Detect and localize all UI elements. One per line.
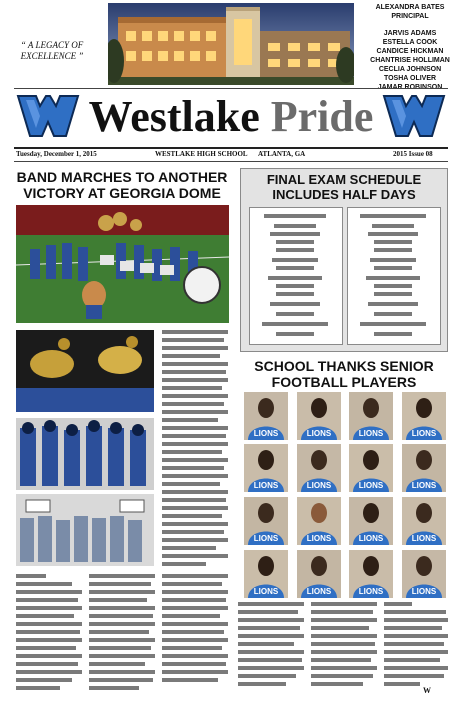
svg-text:LIONS: LIONS (411, 534, 437, 543)
masthead-title (88, 91, 374, 143)
dateline-bottom-rule (14, 161, 448, 162)
player-photo (244, 392, 288, 440)
football-headline-line-2: FOOTBALL PLAYERS (271, 374, 417, 390)
svg-text:LIONS: LIONS (306, 481, 332, 490)
band-article-column-2 (16, 574, 84, 692)
staff-name: CANDICE HICKMAN (376, 48, 444, 55)
football-article-column-2 (311, 602, 379, 692)
exam-headline (241, 172, 447, 202)
player-photo (244, 550, 288, 598)
player-photo (297, 392, 341, 440)
football-headline-line-1: SCHOOL THANKS SENIOR (254, 358, 434, 374)
principal-title: PRINCIPAL (391, 13, 429, 20)
tagline-line-2: EXCELLENCE ” (20, 51, 84, 61)
staff-name: ESTELLA COOK (382, 39, 438, 46)
exam-schedule-column-1 (249, 207, 343, 345)
staff-name: CECLIA JOHNSON (378, 66, 442, 73)
player-photo (402, 444, 446, 492)
svg-text:LIONS: LIONS (306, 587, 332, 596)
player-photo (349, 392, 393, 440)
svg-text:LIONS: LIONS (306, 534, 332, 543)
player-photo (402, 550, 446, 598)
band-main-photo (16, 205, 229, 323)
player-photo (402, 497, 446, 545)
band-headline-line-1: BAND MARCHES TO ANOTHER (16, 169, 228, 185)
exam-headline-line-2: INCLUDES HALF DAYS (272, 187, 416, 202)
band-headline (14, 169, 230, 201)
exam-headline-line-1: FINAL EXAM SCHEDULE (266, 172, 422, 187)
svg-text:LIONS: LIONS (358, 587, 384, 596)
player-photo (297, 550, 341, 598)
player-photo (297, 444, 341, 492)
svg-text:LIONS: LIONS (253, 481, 279, 490)
exam-schedule-box (240, 168, 448, 352)
dateline-top-rule (14, 147, 448, 149)
svg-text:LIONS: LIONS (358, 534, 384, 543)
masthead-word-pride: Pride (270, 92, 374, 141)
football-headline (240, 358, 448, 390)
band-photo-cymbals (16, 330, 154, 412)
band-photo-uniforms (16, 418, 154, 490)
player-photo (244, 497, 288, 545)
band-photo-group (16, 494, 154, 566)
tagline (14, 40, 90, 62)
svg-text:LIONS: LIONS (253, 587, 279, 596)
player-photo (297, 497, 341, 545)
staff-name: CHANTRISE HOLLIMAN (370, 57, 450, 64)
svg-text:LIONS: LIONS (411, 429, 437, 438)
band-headline-line-2: VICTORY AT GEORGIA DOME (23, 185, 221, 201)
player-photo (349, 497, 393, 545)
issue-date: Tuesday, December 1, 2015 (16, 150, 97, 158)
svg-text:LIONS: LIONS (253, 429, 279, 438)
masthead-top-rule (14, 88, 448, 89)
football-article-column-3 (384, 602, 450, 692)
westlake-logo-left (16, 92, 80, 140)
svg-text:LIONS: LIONS (358, 429, 384, 438)
player-photo (349, 550, 393, 598)
issue-number: 2015 Issue 08 (393, 150, 433, 158)
staff-name: JARVIS ADAMS (383, 30, 437, 37)
svg-text:LIONS: LIONS (411, 481, 437, 490)
svg-text:LIONS: LIONS (253, 534, 279, 543)
svg-text:LIONS: LIONS (358, 481, 384, 490)
exam-schedule-column-2 (347, 207, 441, 345)
player-photo (349, 444, 393, 492)
staff-name: TOSHA OLIVER (383, 75, 437, 82)
band-article-column-1 (162, 330, 230, 570)
band-article-column-4 (162, 574, 230, 692)
player-photo (244, 444, 288, 492)
staff-list (362, 3, 458, 92)
westlake-logo-right (382, 92, 446, 140)
svg-text:LIONS: LIONS (306, 429, 332, 438)
school-building-photo (108, 3, 354, 85)
band-article-column-3 (89, 574, 157, 692)
tagline-line-1: “ A LEGACY OF (20, 40, 84, 50)
school-location: ATLANTA, GA (258, 150, 306, 158)
school-name: WESTLAKE HIGH SCHOOL (155, 150, 248, 158)
senior-players-grid (244, 392, 446, 598)
player-photo (402, 392, 446, 440)
end-mark: W (423, 686, 431, 695)
svg-text:LIONS: LIONS (411, 587, 437, 596)
masthead-word-westlake: Westlake (88, 92, 260, 141)
principal-name: ALEXANDRA BATES (375, 4, 445, 11)
football-article-column-1 (238, 602, 306, 692)
